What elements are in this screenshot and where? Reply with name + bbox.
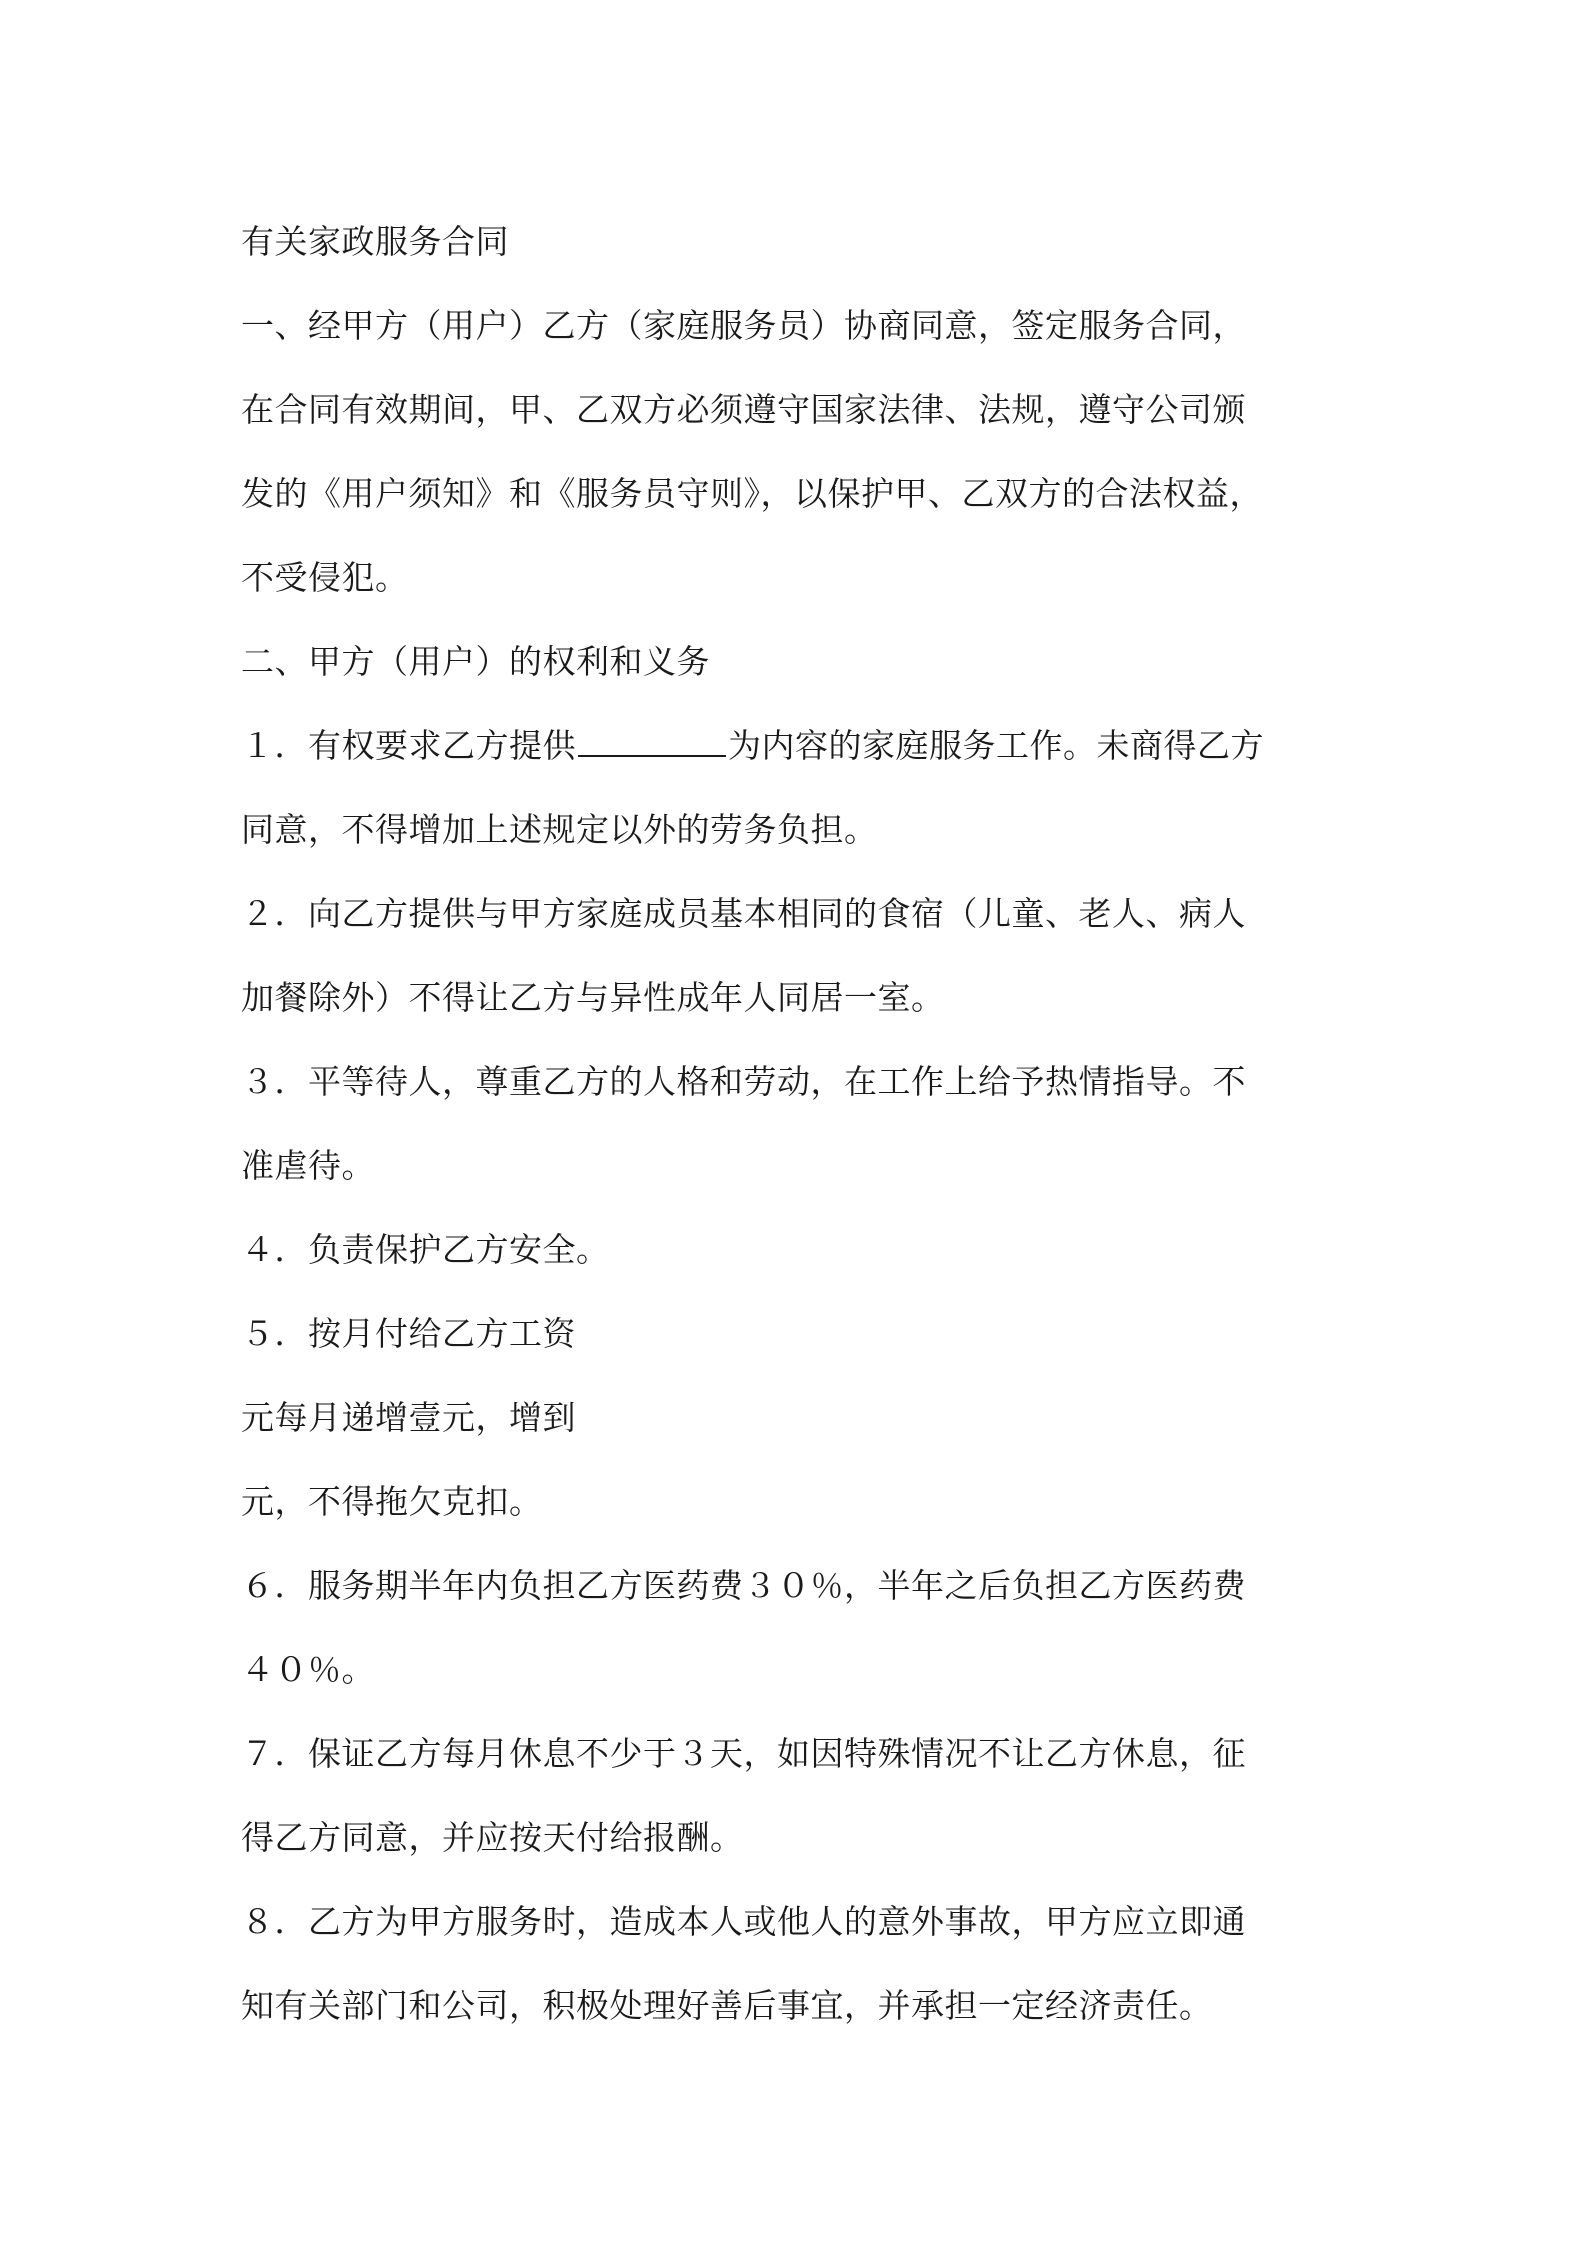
item3-line1: ３．平等待人，尊重乙方的人格和劳动，在工作上给予热情指导。不 [241, 1062, 1246, 1101]
section1-line1: 一、经甲方（用户）乙方（家庭服务员）协商同意，签定服务合同， [241, 306, 1246, 345]
item2-line2: 加餐除外）不得让乙方与异性成年人同居一室。 [241, 978, 945, 1017]
section1-line3: 发的《用户须知》和《服务员守则》，以保护甲、乙双方的合法权益， [241, 474, 1263, 513]
item3-line2: 准虐待。 [241, 1146, 375, 1185]
item5-line1: ５．按月付给乙方工资 [241, 1314, 576, 1353]
item2-line1: ２．向乙方提供与甲方家庭成员基本相同的食宿（儿童、老人、病人 [241, 894, 1246, 933]
section2-heading: 二、甲方（用户）的权利和义务 [241, 642, 710, 681]
item8-line2: 知有关部门和公司，积极处理好善后事宜，并承担一定经济责任。 [241, 1986, 1213, 2025]
document-title: 有关家政服务合同 [241, 222, 509, 261]
item8-line1: ８．乙方为甲方服务时，造成本人或他人的意外事故，甲方应立即通 [241, 1902, 1246, 1941]
fill-in-blank [578, 725, 726, 757]
item5-line3: 元，不得拖欠克扣。 [241, 1482, 543, 1521]
item1-line2: 同意，不得增加上述规定以外的劳务负担。 [241, 810, 878, 849]
section1-line2: 在合同有效期间，甲、乙双方必须遵守国家法律、法规，遵守公司颁 [241, 390, 1246, 429]
item4-line: ４．负责保护乙方安全。 [241, 1230, 610, 1269]
item7-line2: 得乙方同意，并应按天付给报酬。 [241, 1818, 744, 1857]
item1-text-b: 为内容的家庭服务工作。未商得乙方 [728, 726, 1264, 765]
item5-line2: 元每月递增壹元，增到 [241, 1398, 576, 1437]
item6-line1: ６．服务期半年内负担乙方医药费３０％，半年之后负担乙方医药费 [241, 1566, 1246, 1605]
section1-line4: 不受侵犯。 [241, 558, 409, 597]
item7-line1: ７．保证乙方每月休息不少于３天，如因特殊情况不让乙方休息，征 [241, 1734, 1246, 1773]
document-body [241, 200, 1361, 2048]
item6-line2: ４０％。 [241, 1650, 375, 1689]
item1-line1 [241, 704, 1361, 788]
item1-text-a: １．有权要求乙方提供 [241, 726, 576, 765]
